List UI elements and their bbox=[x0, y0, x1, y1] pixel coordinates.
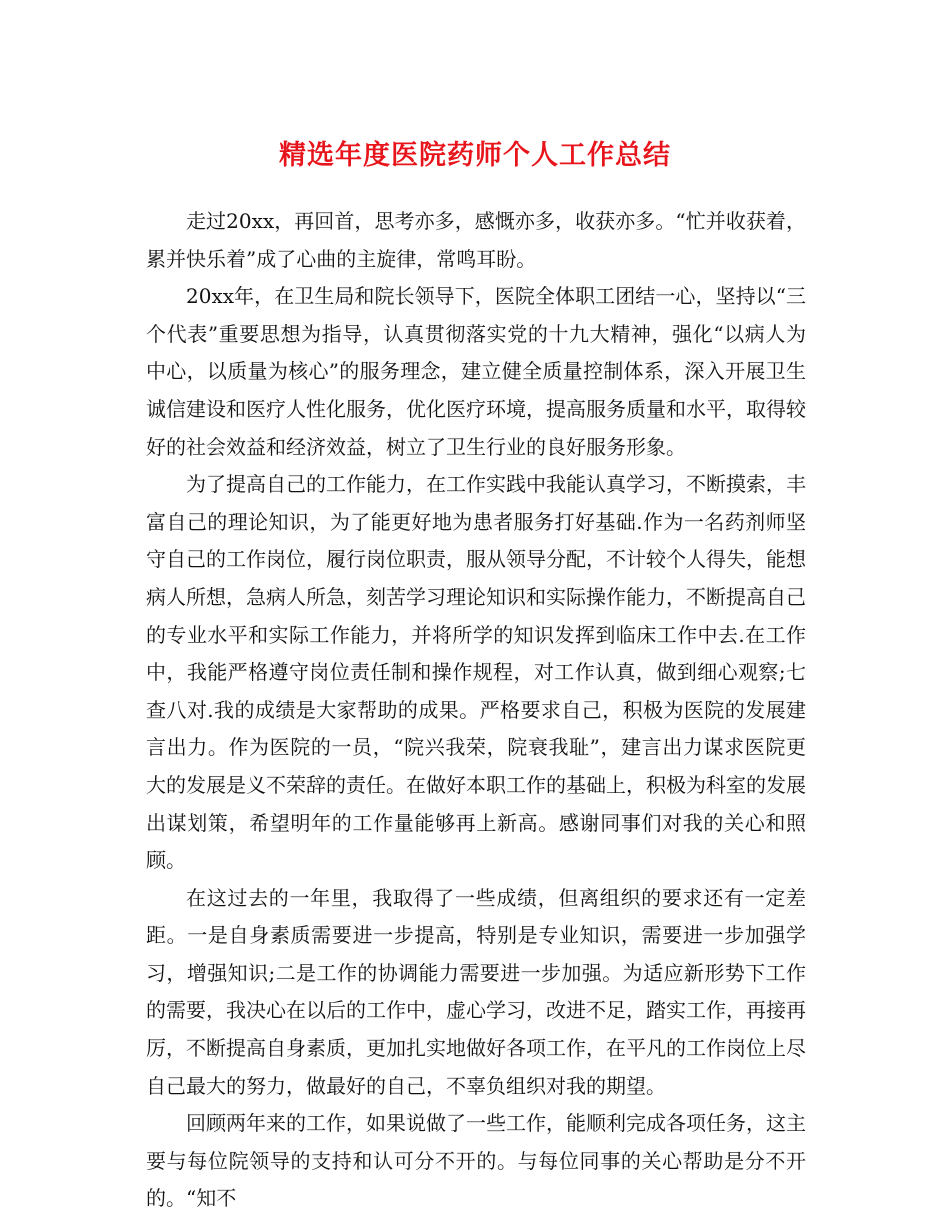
paragraph-1: 走过20xx，再回首，思考亦多，感慨亦多，收获亦多。“忙并收获着，累并快乐着”成了心曲的主旋律，常鸣耳盼。 bbox=[146, 209, 806, 271]
paragraph-3: 为了提高自己的工作能力，在工作实践中我能认真学习，不断摸索，丰富自己的理论知识，为了能更好地为患者服务打好基础.作为一名药剂师坚守自己的工作岗位，履行岗位职责，服从领导分配，不计较个人得失，能想病人所想，急病人所急，刻苦学习理论知识和实际操作能力，不断提高自己的专业水平和实际工作能力，并将所学的知识发挥到临床工作中去.在工作中，我能严格遵守岗位责任制和操作规程，对工作认真，做到细心观察;七查八对.我的成绩是大家帮助的成果。严格要求自己，积极为医院的发展建言出力。作为医院的一员，“院兴我荣，院衰我耻”，建言出力谋求医院更大的发展是义不荣辞的责任。在做好本职工作的基础上，积极为科室的发展出谋划策，希望明年的工作量能够再上新高。感谢同事们对我的关心和照顾。 bbox=[146, 472, 806, 873]
document-body bbox=[146, 203, 806, 1218]
document-title: 精选年度医院药师个人工作总结 bbox=[279, 140, 671, 171]
paragraph-2: 20xx年，在卫生局和院长领导下，医院全体职工团结一心，坚持以“三个代表”重要思想为指导，认真贯彻落实党的十九大精神，强化“以病人为中心，以质量为核心”的服务理念，建立健全质量控制体系，深入开展卫生诚信建设和医疗人性化服务，优化医疗环境，提高服务质量和水平，取得较好的社会效益和经济效益，树立了卫生行业的良好服务形象。 bbox=[146, 284, 806, 459]
paragraph-5: 回顾两年来的工作，如果说做了一些工作，能顺利完成各项任务，这主要与每位院领导的支持和认可分不开的。与每位同事的关心帮助是分不开的。“知不 bbox=[146, 1111, 806, 1211]
paragraph-4: 在这过去的一年里，我取得了一些成绩，但离组织的要求还有一定差距。一是自身素质需要进一步提高，特别是专业知识，需要进一步加强学习，增强知识;二是工作的协调能力需要进一步加强。为适应新形势下工作的需要，我决心在以后的工作中，虚心学习，改进不足，踏实工作，再接再厉，不断提高自身素质，更加扎实地做好各项工作，在平凡的工作岗位上尽自己最大的努力，做最好的自己，不辜负组织对我的期望。 bbox=[146, 885, 806, 1098]
